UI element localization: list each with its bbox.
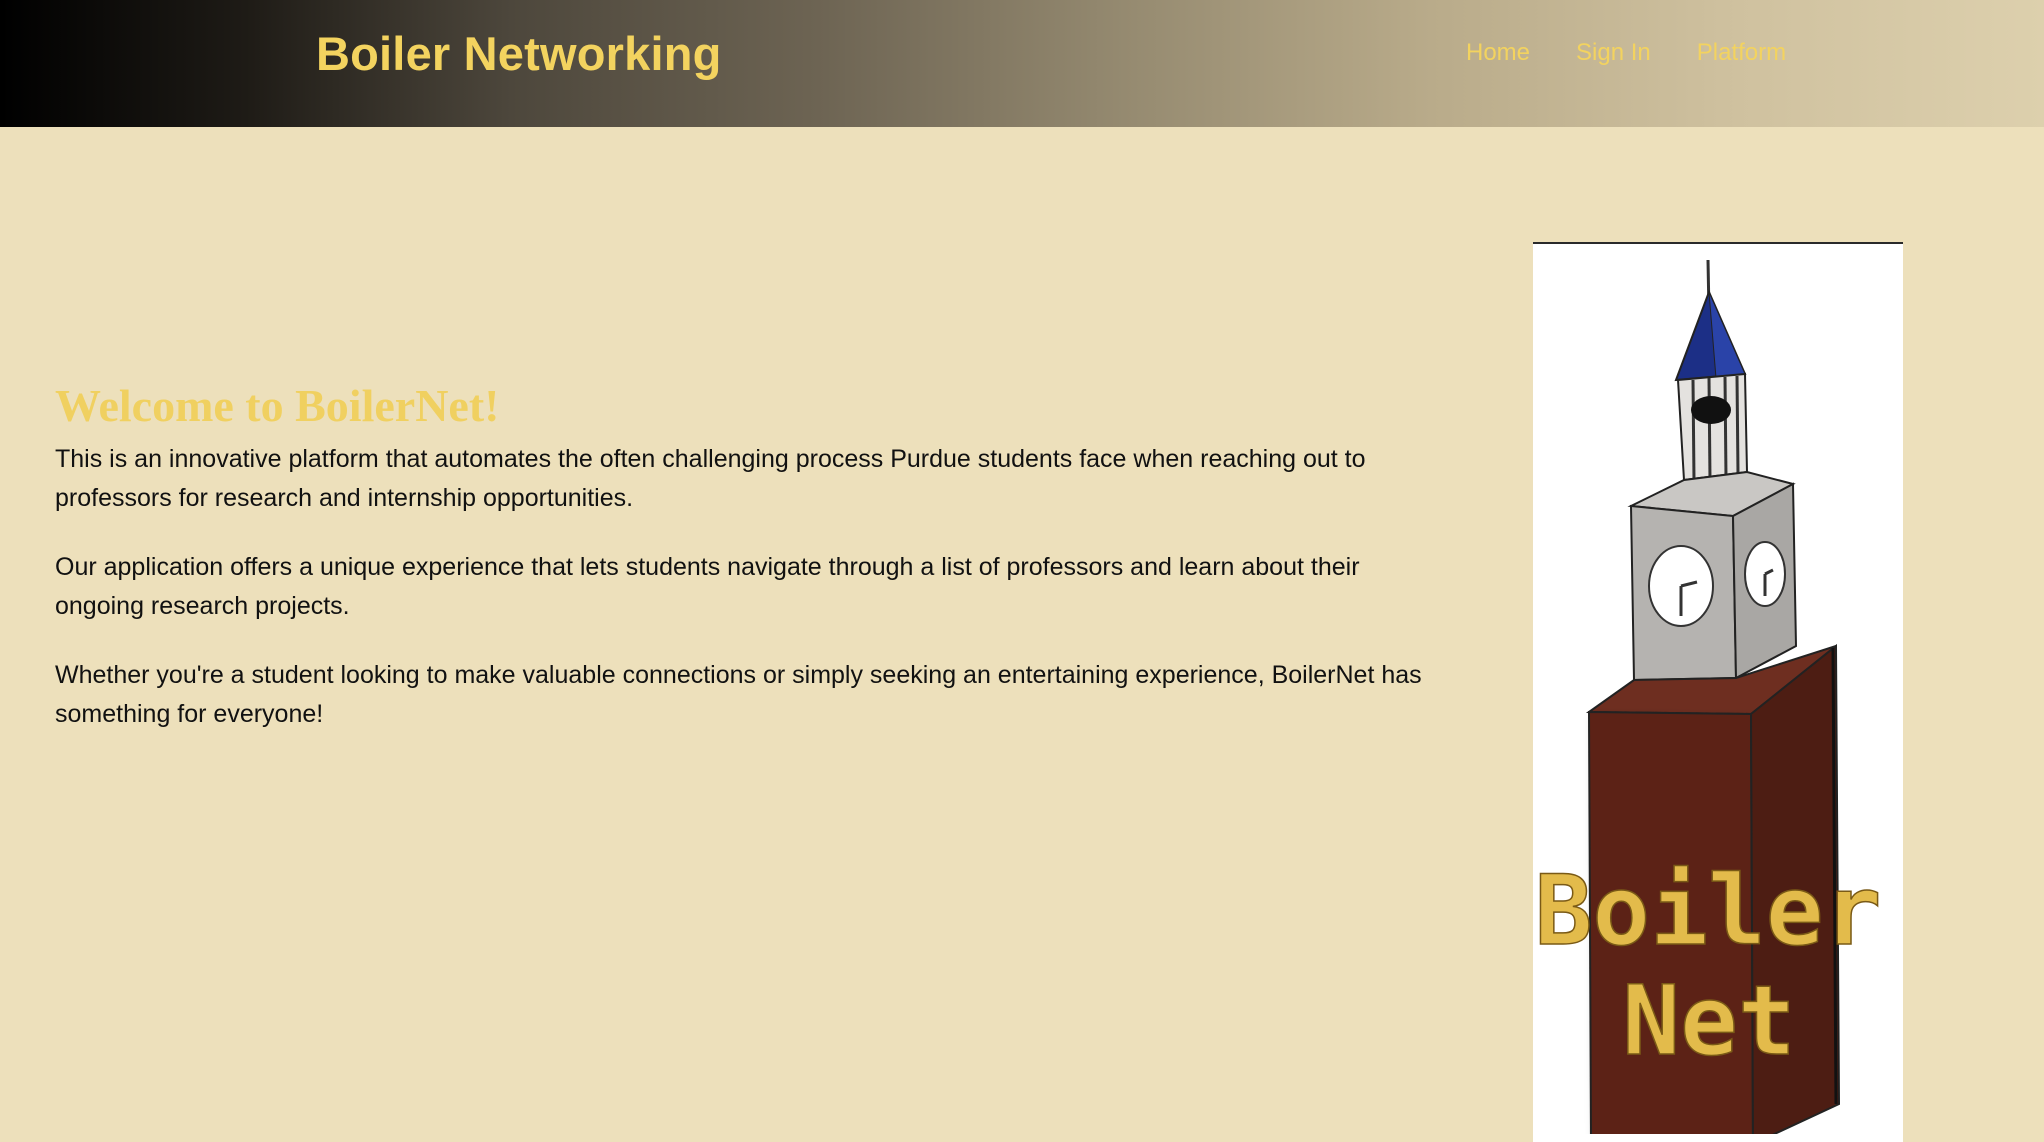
welcome-heading: Welcome to BoilerNet! xyxy=(55,380,500,431)
intro-paragraph: This is an innovative platform that automates the often challenging process Purdue students face when reaching out to professors for research and internship opportunities. xyxy=(55,445,1366,512)
logo-text-boiler: Boiler xyxy=(1534,855,1882,967)
clock-tower-logo-icon xyxy=(1533,244,1903,1134)
nav-link-home[interactable]: Home xyxy=(1466,39,1531,66)
logo-text-net: Net xyxy=(1622,965,1796,1077)
nav-link-sign-in[interactable]: Sign In xyxy=(1576,39,1651,66)
audience-paragraph: Whether you're a student looking to make valuable connections or simply seeking an entertaining experience, BoilerNet has something for everyone! xyxy=(55,661,1422,728)
nav-links xyxy=(1466,38,1786,68)
nav-link-platform[interactable]: Platform xyxy=(1696,39,1787,66)
welcome-section xyxy=(55,378,1455,764)
boilernet-logo xyxy=(1533,242,1903,1142)
navbar xyxy=(0,0,2044,127)
experience-paragraph: Our application offers a unique experience that lets students navigate through a list of professors and learn about their ongoing research projects. xyxy=(55,553,1360,620)
brand-title[interactable]: Boiler Networking xyxy=(316,27,722,80)
